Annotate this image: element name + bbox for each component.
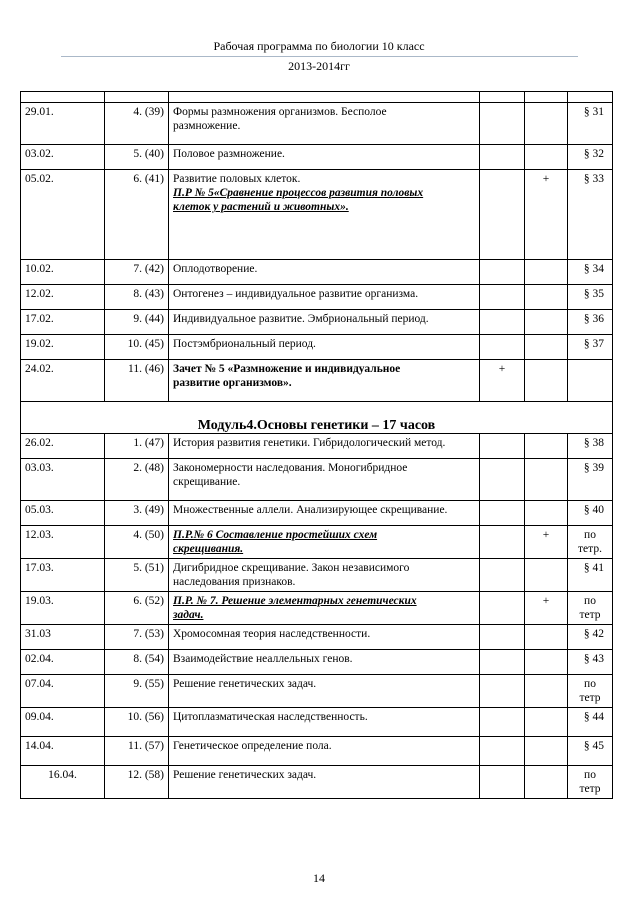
- lesson-topic: [169, 625, 480, 650]
- homework-paragraph: [568, 650, 613, 675]
- table-row: [21, 501, 613, 526]
- mark-column-2: [525, 459, 568, 501]
- lesson-date: 12.02.: [21, 285, 105, 310]
- lesson-date: 05.02.: [21, 170, 105, 260]
- topic-line: Онтогенез – индивидуальное развитие организма.: [173, 288, 419, 300]
- lesson-topic: [169, 434, 480, 459]
- topic-line: Половое размножение.: [173, 148, 285, 160]
- topic-line: Дигибридное скрещивание. Закон независимого: [173, 562, 410, 574]
- header-cell: [169, 92, 480, 103]
- practical-work-line: задач.: [173, 609, 204, 621]
- lesson-topic: [169, 526, 480, 559]
- mark-column-2: [525, 675, 568, 708]
- mark-column-1: [480, 650, 525, 675]
- paragraph-ref: § 39: [583, 462, 604, 474]
- lesson-topic: [169, 592, 480, 625]
- mark-column-2: [525, 434, 568, 459]
- lesson-number: 3. (49): [105, 501, 169, 526]
- table-row: [21, 459, 613, 501]
- mark-column-1: [480, 766, 525, 799]
- mark-column-2: [525, 360, 568, 402]
- table-row: [21, 285, 613, 310]
- mark-column-2: [525, 625, 568, 650]
- paragraph-ref: § 38: [583, 437, 604, 449]
- lesson-topic: [169, 501, 480, 526]
- lesson-topic: [169, 675, 480, 708]
- table-row: [21, 737, 613, 766]
- lesson-date: 03.02.: [21, 145, 105, 170]
- mark-column-2: [525, 650, 568, 675]
- lesson-date: 29.01.: [21, 103, 105, 145]
- test-line: Зачет № 5 «Размножение и индивидуальное: [173, 363, 401, 375]
- topic-line: наследования признаков.: [173, 576, 296, 588]
- homework-paragraph: [568, 526, 613, 559]
- homework-paragraph: [568, 708, 613, 737]
- topic-line: История развития генетики. Гибридологический метод.: [173, 437, 446, 449]
- homework-paragraph: [568, 103, 613, 145]
- paragraph-ref: по: [584, 529, 596, 541]
- lesson-number: 11. (46): [105, 360, 169, 402]
- homework-paragraph: [568, 559, 613, 592]
- mark-column-2: [525, 103, 568, 145]
- table-row: [21, 170, 613, 260]
- lesson-topic: [169, 459, 480, 501]
- mark-column-2: [525, 335, 568, 360]
- lesson-topic: [169, 766, 480, 799]
- paragraph-ref: § 31: [583, 106, 604, 118]
- lesson-topic: [169, 650, 480, 675]
- paragraph-ref: § 34: [583, 263, 604, 275]
- lesson-topic: [169, 260, 480, 285]
- mark-column-2: [525, 310, 568, 335]
- homework-paragraph: [568, 170, 613, 260]
- lesson-date: 12.03.: [21, 526, 105, 559]
- mark-column-2: [525, 260, 568, 285]
- homework-paragraph: [568, 145, 613, 170]
- mark-column-2: +: [525, 526, 568, 559]
- mark-column-2: +: [525, 170, 568, 260]
- paragraph-ref: § 33: [583, 173, 604, 185]
- homework-paragraph: [568, 675, 613, 708]
- table-row: [21, 103, 613, 145]
- mark-column-1: [480, 285, 525, 310]
- homework-paragraph: [568, 592, 613, 625]
- lesson-number: 2. (48): [105, 459, 169, 501]
- lesson-number: 6. (52): [105, 592, 169, 625]
- lesson-topic: [169, 170, 480, 260]
- mark-column-1: [480, 335, 525, 360]
- topic-line: Закономерности наследования. Моногибридное: [173, 462, 408, 474]
- lesson-date: 09.04.: [21, 708, 105, 737]
- mark-column-2: [525, 737, 568, 766]
- lesson-number: 10. (56): [105, 708, 169, 737]
- mark-column-1: [480, 103, 525, 145]
- page-number: 14: [313, 871, 325, 885]
- table-row: [21, 335, 613, 360]
- homework-paragraph: [568, 766, 613, 799]
- mark-column-2: [525, 145, 568, 170]
- document-header-title: Рабочая программа по биологии 10 класс: [213, 39, 425, 53]
- lesson-date: 31.03: [21, 625, 105, 650]
- table-row: [21, 675, 613, 708]
- test-line: развитие организмов».: [173, 377, 292, 389]
- mark-column-1: [480, 459, 525, 501]
- paragraph-ref: § 40: [583, 504, 604, 516]
- lesson-topic: [169, 708, 480, 737]
- mark-column-1: [480, 559, 525, 592]
- mark-column-1: [480, 260, 525, 285]
- lesson-number: 9. (44): [105, 310, 169, 335]
- header-cell: [105, 92, 169, 103]
- paragraph-ref: § 42: [583, 628, 604, 640]
- header-cell: [568, 92, 613, 103]
- lesson-date: 26.02.: [21, 434, 105, 459]
- topic-line: Цитоплазматическая наследственность.: [173, 711, 368, 723]
- table-row: [21, 708, 613, 737]
- lesson-number: 12. (58): [105, 766, 169, 799]
- homework-paragraph: [568, 625, 613, 650]
- lesson-topic: [169, 145, 480, 170]
- lesson-date: 19.02.: [21, 335, 105, 360]
- paragraph-ref: § 45: [583, 740, 604, 752]
- lesson-date: 10.02.: [21, 260, 105, 285]
- paragraph-ref: § 35: [583, 288, 604, 300]
- table-row: [21, 526, 613, 559]
- lesson-number: 8. (43): [105, 285, 169, 310]
- paragraph-ref: § 32: [583, 148, 604, 160]
- lesson-date: 16.04.: [21, 766, 105, 799]
- lesson-number: 4. (39): [105, 103, 169, 145]
- header-divider: [61, 56, 578, 57]
- topic-line: Взаимодействие неаллельных генов.: [173, 653, 353, 665]
- table-row: [21, 650, 613, 675]
- paragraph-ref: § 43: [583, 653, 604, 665]
- lesson-number: 6. (41): [105, 170, 169, 260]
- mark-column-1: [480, 501, 525, 526]
- mark-column-2: [525, 766, 568, 799]
- lesson-number: 5. (40): [105, 145, 169, 170]
- lesson-number: 4. (50): [105, 526, 169, 559]
- lesson-number: 7. (42): [105, 260, 169, 285]
- header-cell: [21, 92, 105, 103]
- lesson-number: 1. (47): [105, 434, 169, 459]
- header-cell: [525, 92, 568, 103]
- mark-column-2: +: [525, 592, 568, 625]
- mark-column-1: [480, 526, 525, 559]
- lesson-topic: [169, 737, 480, 766]
- mark-column-1: [480, 170, 525, 260]
- lesson-number: 9. (55): [105, 675, 169, 708]
- mark-column-2: [525, 285, 568, 310]
- homework-paragraph: [568, 310, 613, 335]
- lesson-date: 05.03.: [21, 501, 105, 526]
- mark-column-2: [525, 559, 568, 592]
- topic-line: скрещивание.: [173, 476, 241, 488]
- paragraph-ref: по: [584, 769, 596, 781]
- lesson-number: 5. (51): [105, 559, 169, 592]
- table-row: [21, 360, 613, 402]
- lesson-date: 17.03.: [21, 559, 105, 592]
- mark-column-1: [480, 708, 525, 737]
- practical-work-line: клеток у растений и животных».: [173, 201, 349, 213]
- practical-work-line: П.Р № 5«Сравнение процессов развития половых: [173, 187, 424, 199]
- topic-line: Хромосомная теория наследственности.: [173, 628, 371, 640]
- homework-paragraph: [568, 459, 613, 501]
- module-title: Модуль4.Основы генетики – 17 часов: [21, 402, 613, 434]
- practical-work-line: скрещивания.: [173, 543, 244, 555]
- table-row: [21, 559, 613, 592]
- lesson-date: 03.03.: [21, 459, 105, 501]
- paragraph-ref-note: тетр: [579, 609, 601, 621]
- mark-column-1: [480, 592, 525, 625]
- lesson-plan-table: [20, 91, 613, 799]
- module-heading-row: [21, 402, 613, 434]
- topic-line: Индивидуальное развитие. Эмбриональный период.: [173, 313, 429, 325]
- lesson-topic: [169, 285, 480, 310]
- table-header-row: [21, 92, 613, 103]
- paragraph-ref: по: [584, 678, 596, 690]
- paragraph-ref: § 37: [583, 338, 604, 350]
- table-row: [21, 766, 613, 799]
- practical-work-line: П.Р.№ 6 Составление простейших схем: [173, 529, 378, 541]
- mark-column-1: [480, 145, 525, 170]
- paragraph-ref: § 36: [583, 313, 604, 325]
- table-row: [21, 592, 613, 625]
- lesson-date: 02.04.: [21, 650, 105, 675]
- topic-line: Формы размножения организмов. Бесполое: [173, 106, 387, 118]
- paragraph-ref: § 44: [583, 711, 604, 723]
- mark-column-1: [480, 434, 525, 459]
- table-row: [21, 625, 613, 650]
- paragraph-ref-note: тетр: [579, 783, 601, 795]
- lesson-date: 07.04.: [21, 675, 105, 708]
- lesson-topic: [169, 310, 480, 335]
- mark-column-1: [480, 625, 525, 650]
- homework-paragraph: [568, 501, 613, 526]
- homework-paragraph: [568, 737, 613, 766]
- document-header-year: 2013-2014гг: [288, 59, 350, 73]
- mark-column-1: [480, 737, 525, 766]
- homework-paragraph: [568, 360, 613, 402]
- lesson-date: 24.02.: [21, 360, 105, 402]
- topic-line: размножение.: [173, 120, 241, 132]
- mark-column-2: [525, 501, 568, 526]
- table-row: [21, 145, 613, 170]
- topic-line: Постэмбриональный период.: [173, 338, 316, 350]
- paragraph-ref: § 41: [583, 562, 604, 574]
- topic-line: Развитие половых клеток.: [173, 173, 301, 185]
- topic-line: Множественные аллели. Анализирующее скрещивание.: [173, 504, 448, 516]
- paragraph-ref-note: тетр: [579, 692, 601, 704]
- lesson-date: 14.04.: [21, 737, 105, 766]
- topic-line: Оплодотворение.: [173, 263, 258, 275]
- lesson-topic: [169, 360, 480, 402]
- homework-paragraph: [568, 260, 613, 285]
- mark-column-2: [525, 708, 568, 737]
- paragraph-ref-note: тетр.: [578, 543, 602, 555]
- topic-line: Генетическое определение пола.: [173, 740, 332, 752]
- lesson-date: 17.02.: [21, 310, 105, 335]
- homework-paragraph: [568, 335, 613, 360]
- header-cell: [480, 92, 525, 103]
- topic-line: Решение генетических задач.: [173, 769, 317, 781]
- practical-work-line: П.Р. № 7. Решение элементарных генетических: [173, 595, 417, 607]
- paragraph-ref: по: [584, 595, 596, 607]
- lesson-number: 10. (45): [105, 335, 169, 360]
- lesson-topic: [169, 559, 480, 592]
- topic-line: Решение генетических задач.: [173, 678, 317, 690]
- lesson-topic: [169, 335, 480, 360]
- lesson-number: 7. (53): [105, 625, 169, 650]
- mark-column-1: [480, 675, 525, 708]
- table-row: [21, 310, 613, 335]
- homework-paragraph: [568, 285, 613, 310]
- mark-column-1: [480, 310, 525, 335]
- mark-column-1: +: [480, 360, 525, 402]
- lesson-number: 8. (54): [105, 650, 169, 675]
- lesson-date: 19.03.: [21, 592, 105, 625]
- lesson-topic: [169, 103, 480, 145]
- lesson-number: 11. (57): [105, 737, 169, 766]
- homework-paragraph: [568, 434, 613, 459]
- table-row: [21, 434, 613, 459]
- table-row: [21, 260, 613, 285]
